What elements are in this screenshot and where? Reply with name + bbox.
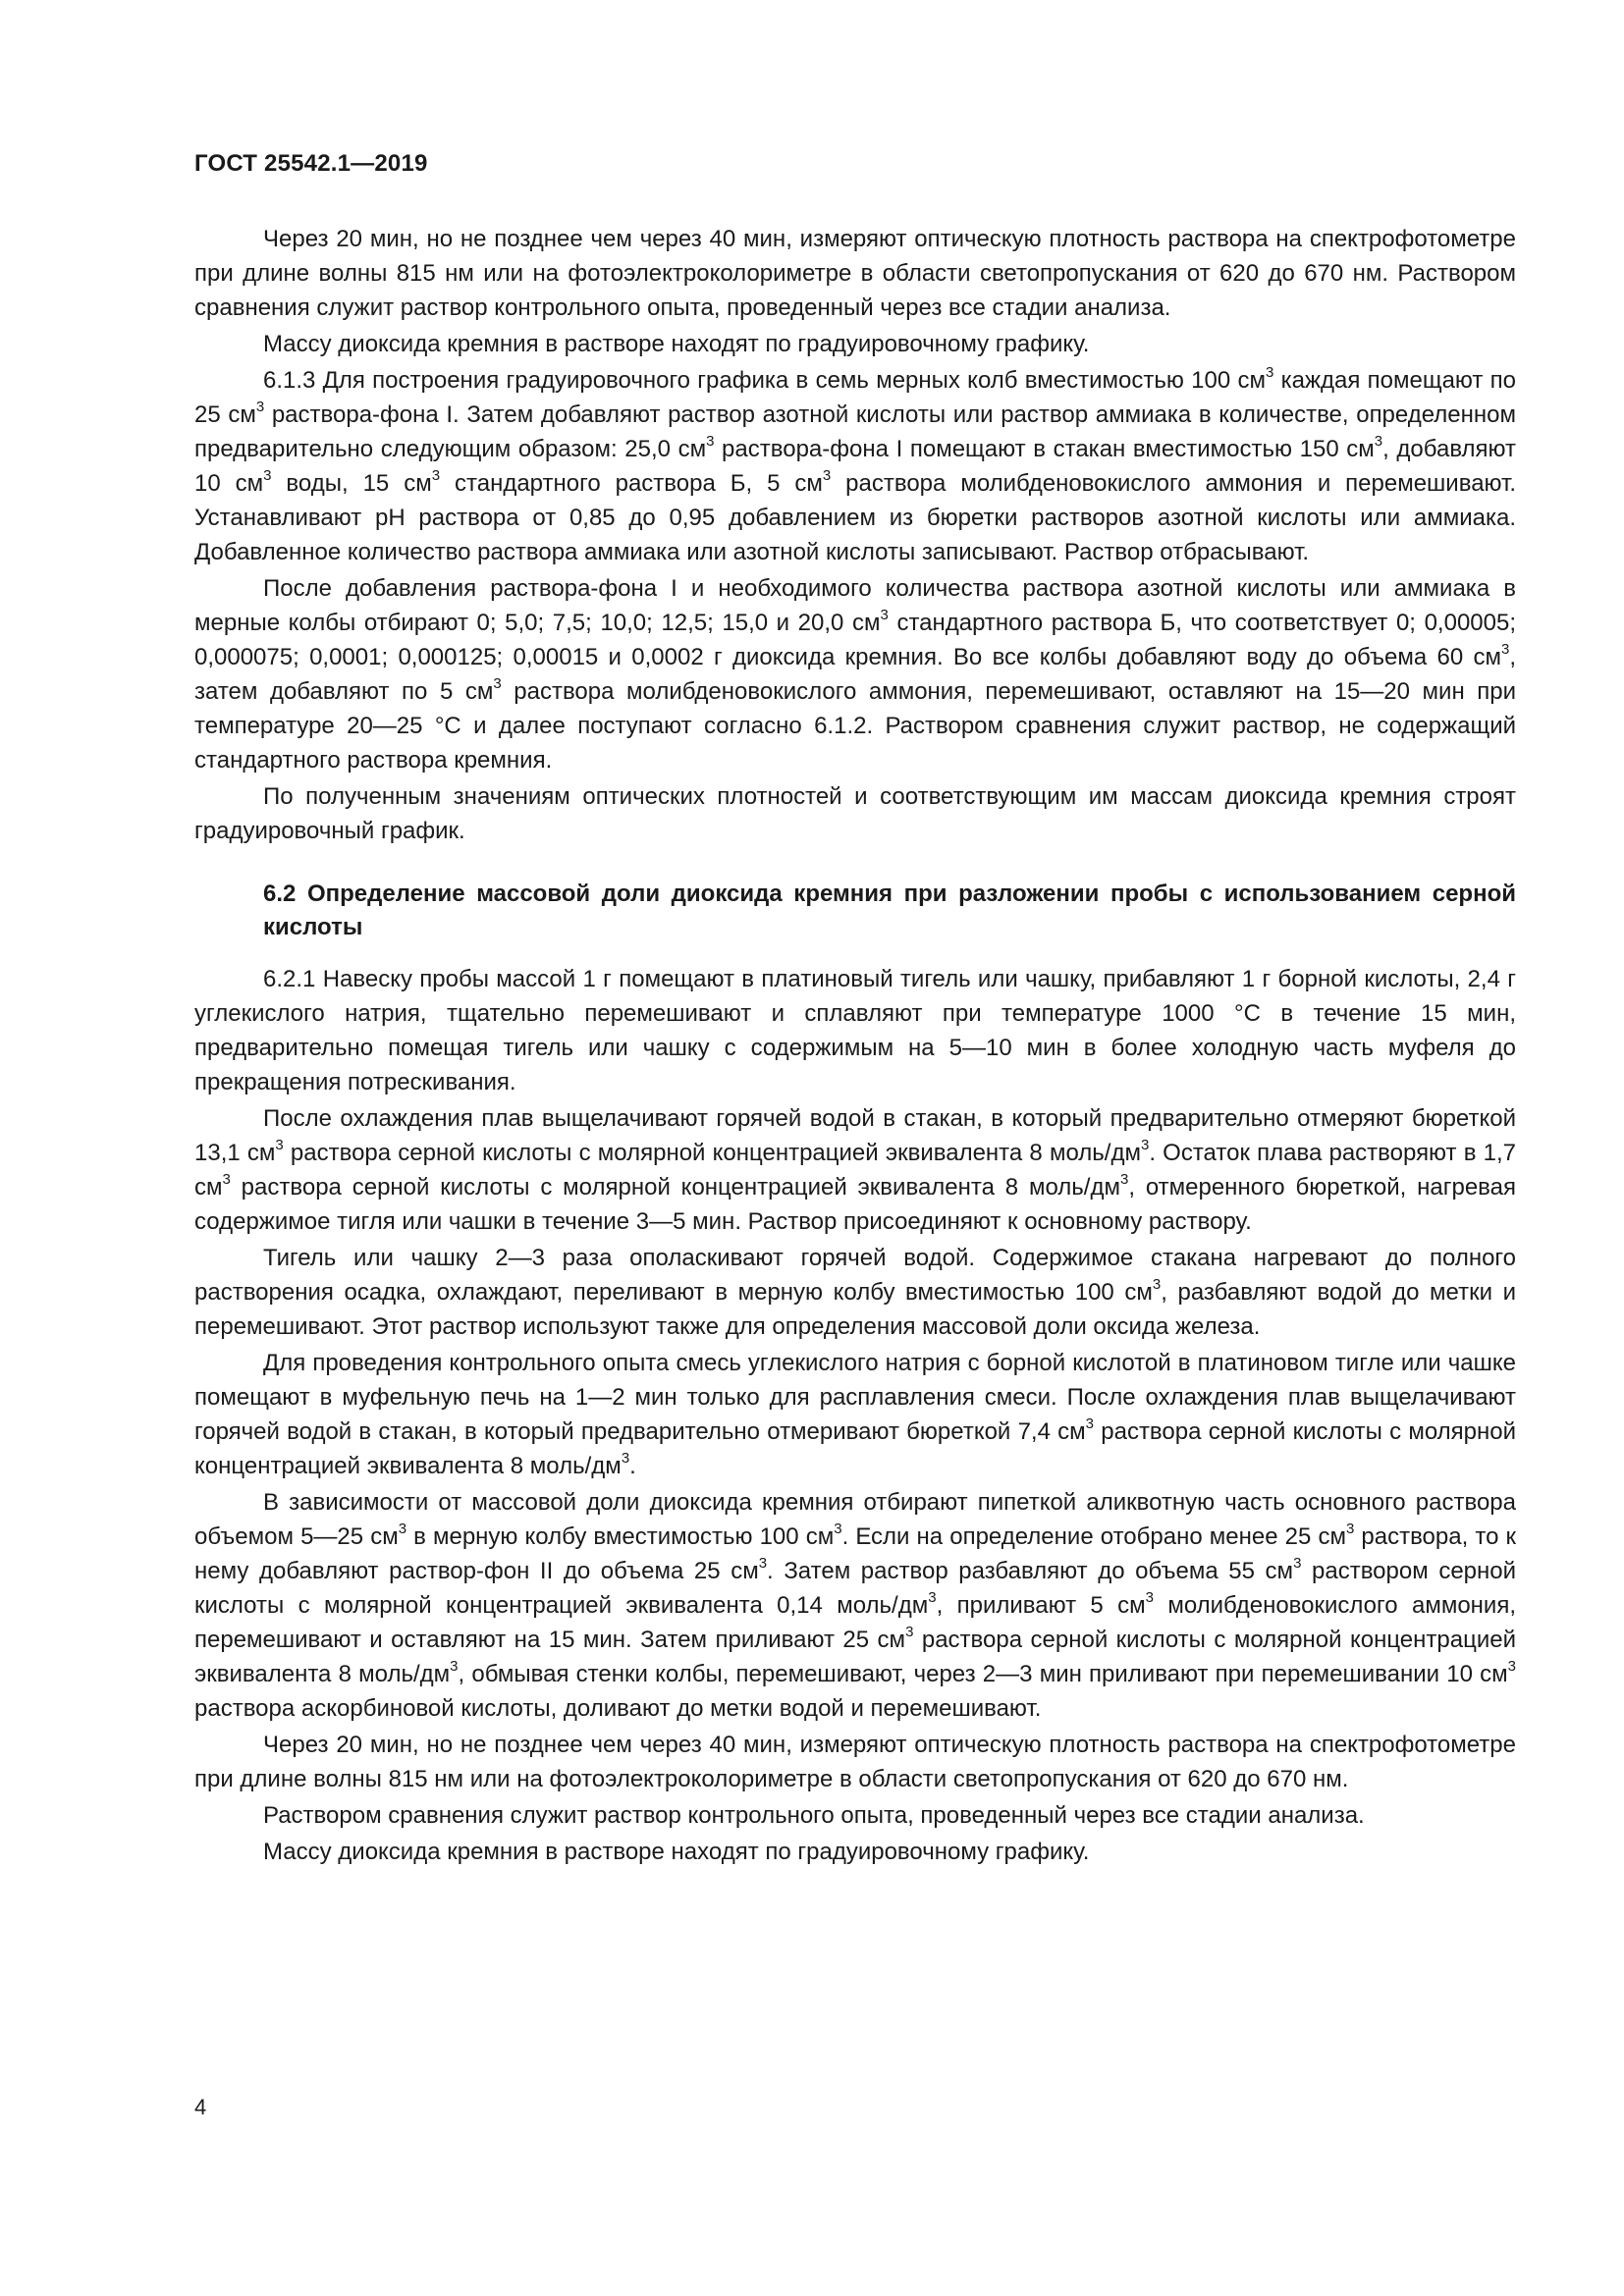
superscript: 3 (493, 675, 502, 692)
text-run: Через 20 мин, но не позднее чем через 40 мин, измеряют оптическую плотность раствора на спектрофотометре при длине волны 815 нм или на фотоэлектроколориметре в области светопропускания от 620 до 670 нм. (194, 1732, 1516, 1792)
text-run: раствора-фона I. Затем добавляют раствор азотной кислоты или раствор аммиака в количестве, определенном предварительно следующим образом: 25,0 см (194, 401, 1516, 462)
superscript: 3 (255, 399, 265, 415)
superscript: 3 (1085, 1415, 1095, 1432)
text-run: После охлаждения плав выщелачивают горячей водой в стакан, в который предварительно отмеряют бюреткой 13,1 см (194, 1105, 1516, 1166)
text-run: Массу диоксида кремния в растворе находят по градуировочному графику. (263, 1839, 1090, 1865)
text-run: , приливают 5 см (936, 1592, 1146, 1619)
text-run: в мерную колбу вместимостью 100 см (406, 1523, 835, 1550)
paragraph (194, 1798, 1516, 1833)
text-run: раствора-фона I помещают в стакан вместимостью 150 см (714, 436, 1375, 462)
text-block-1 (194, 222, 1516, 848)
text-run: Массу диоксида кремния в растворе находят по градуировочному графику. (263, 331, 1090, 357)
text-run: 6.1.3 Для построения градуировочного графика в семь мерных колб вместимостью 100 см (263, 367, 1266, 394)
superscript: 3 (1345, 1521, 1355, 1537)
text-run: Тигель или чашку 2—3 раза ополаскивают горячей водой. Содержимое стакана нагревают до полного растворения осадка, охлаждают, переливают в мерную колбу вместимостью 100 см (194, 1245, 1516, 1306)
text-run: раствором серной кислоты с молярной концентрацией эквивалента 0,14 моль/дм (194, 1558, 1517, 1619)
paragraph (194, 1101, 1516, 1239)
text-run: . Затем раствор разбавляют до объема 55 см (767, 1558, 1294, 1584)
text-run: раствора, то к нему добавляют раствор-фон II до объема 25 см (194, 1523, 1517, 1584)
superscript: 3 (1374, 433, 1383, 450)
text-block-2 (194, 962, 1516, 1869)
paragraph (194, 1346, 1516, 1483)
text-run: , отмеренного бюреткой, нагревая содержимое тигля или чашки в течение 3—5 мин. Раствор присоединяют к основному раствору. (194, 1174, 1516, 1235)
text-run: Для проведения контрольного опыта смесь углекислого натрия с борной кислотой в платиновом тигле или чашке помещают в муфельную печь на 1—2 мин только для расплавления смеси. После охлаждения плав выщелачивают горячей водой в стакан, в который предварительно отмеривают бюреткой 7,4 см (194, 1350, 1516, 1445)
text-run: По полученным значениям оптических плотностей и соответствующим им массам диоксида кремния строят градуировочный график. (194, 783, 1516, 844)
superscript: 3 (1140, 1137, 1150, 1153)
section-heading: 6.2 Определение массовой доли диоксида кремния при разложении пробы с использованием серной кислоты (263, 881, 1516, 940)
paragraph (194, 327, 1516, 361)
superscript: 3 (758, 1555, 768, 1572)
text-run: раствора серной кислоты с молярной концентрацией эквивалента 8 моль/дм (230, 1174, 1120, 1201)
document-header: ГОСТ 25542.1—2019 (194, 150, 428, 177)
text-run: раствора аскорбиновой кислоты, доливают до метки водой и перемешивают. (194, 1695, 1042, 1722)
text-run: 6.2.1 Навеску пробы массой 1 г помещают в платиновый тигель или чашку, прибавляют 1 г борной кислоты, 2,4 г углекислого натрия, тщательно перемешивают и сплавляют при температуре 1000 °С в течение 15 мин, предварительно помещая тигель или чашку с содержимым на 5—10 мин в более холодную часть муфеля до прекращения потрескивания. (194, 966, 1516, 1095)
paragraph (194, 222, 1516, 325)
paragraph (194, 571, 1516, 777)
text-run: , обмывая стенки колбы, перемешивают, через 2—3 мин приливают при перемешивании 10 см (458, 1661, 1508, 1687)
text-run: Через 20 мин, но не позднее чем через 40 мин, измеряют оптическую плотность раствора на спектрофотометре при длине волны 815 нм или на фотоэлектроколориметре в области светопропускания от 620 до 670 нм. Раствором сравнения служит раствор контрольного опыта, проведенный через все стадии анализа. (194, 226, 1516, 321)
text-run: . Если на определение отобрано менее 25 см (841, 1523, 1346, 1550)
superscript: 3 (275, 1137, 284, 1153)
text-run: , разбавляют водой до метки и перемешивают. Этот раствор используют также для определения массовой доли оксида железа. (194, 1279, 1517, 1340)
text-run: , затем добавляют по 5 см (194, 644, 1516, 705)
superscript: 3 (431, 467, 441, 484)
superscript: 3 (398, 1521, 407, 1537)
superscript: 3 (222, 1171, 231, 1188)
text-run: раствора серной кислоты с молярной концентрацией эквивалента 8 моль/дм (283, 1140, 1141, 1166)
superscript: 3 (822, 467, 832, 484)
text-run: . Остаток плава растворяют в 1,7 см (194, 1140, 1516, 1201)
text-run: каждая помещают по 25 см (194, 367, 1517, 428)
paragraph (194, 1835, 1516, 1869)
text-run: После добавления раствора-фона I и необходимого количества раствора азотной кислоты или аммиака в мерные колбы отбирают 0; 5,0; 7,5; 10,0; 12,5; 15,0 и 20,0 см (194, 575, 1516, 636)
paragraph (194, 779, 1516, 848)
superscript: 3 (1507, 1658, 1516, 1675)
text-run: стандартного раствора Б, что соответствует 0; 0,00005; 0,000075; 0,0001; 0,000125; 0,00015 и 0,0002 г диоксида кремния. Во все колбы добавляют воду до объема 60 см (194, 610, 1516, 670)
superscript: 3 (1293, 1555, 1302, 1572)
superscript: 3 (1265, 364, 1274, 381)
text-run: стандартного раствора Б, 5 см (440, 470, 823, 497)
paragraph (194, 1485, 1516, 1726)
text-run: раствора серной кислоты с молярной концентрацией эквивалента 8 моль/дм (194, 1418, 1516, 1479)
superscript: 3 (905, 1624, 914, 1640)
document-page (194, 147, 1516, 1871)
text-run: В зависимости от массовой доли диоксида кремния отбирают пипеткой аликвотную часть основного раствора объемом 5—25 см (194, 1489, 1516, 1550)
text-run: , добавляют 10 см (194, 436, 1516, 497)
paragraph (194, 1728, 1516, 1796)
superscript: 3 (880, 607, 889, 623)
superscript: 3 (928, 1589, 937, 1606)
superscript: 3 (1119, 1171, 1129, 1188)
text-run: Раствором сравнения служит раствор контрольного опыта, проведенный через все стадии анализа. (263, 1802, 1365, 1829)
text-run: раствора молибденовокислого аммония и перемешивают. Устанавливают pH раствора от 0,85 до 0,95 добавлением из бюретки растворов азотной кислоты или аммиака. Добавленное количество раствора аммиака или азотной кислоты записывают. Раствор отбрасывают. (194, 470, 1517, 565)
superscript: 3 (1145, 1589, 1154, 1606)
superscript: 3 (706, 433, 715, 450)
paragraph (194, 962, 1516, 1099)
superscript: 3 (1152, 1276, 1162, 1293)
superscript: 3 (834, 1521, 842, 1537)
superscript: 3 (263, 467, 272, 484)
superscript: 3 (1500, 641, 1510, 658)
page-number: 4 (194, 2095, 207, 2119)
text-run: раствора серной кислоты с молярной концентрацией эквивалента 8 моль/дм (194, 1627, 1516, 1687)
superscript: 3 (450, 1658, 459, 1675)
text-run: молибденовокислого аммония, перемешивают и оставляют на 15 мин. Затем приливают 25 см (194, 1592, 1516, 1653)
superscript: 3 (621, 1450, 630, 1467)
paragraph (194, 1241, 1516, 1344)
paragraph (194, 363, 1516, 569)
text-run: воды, 15 см (271, 470, 432, 497)
text-run: раствора молибденовокислого аммония, перемешивают, оставляют на 15—20 мин при температуре 20—25 °С и далее поступают согласно 6.1.2. Раствором сравнения служит раствор, не содержащий стандартного раствора кремния. (194, 678, 1516, 774)
text-run: . (629, 1453, 636, 1479)
